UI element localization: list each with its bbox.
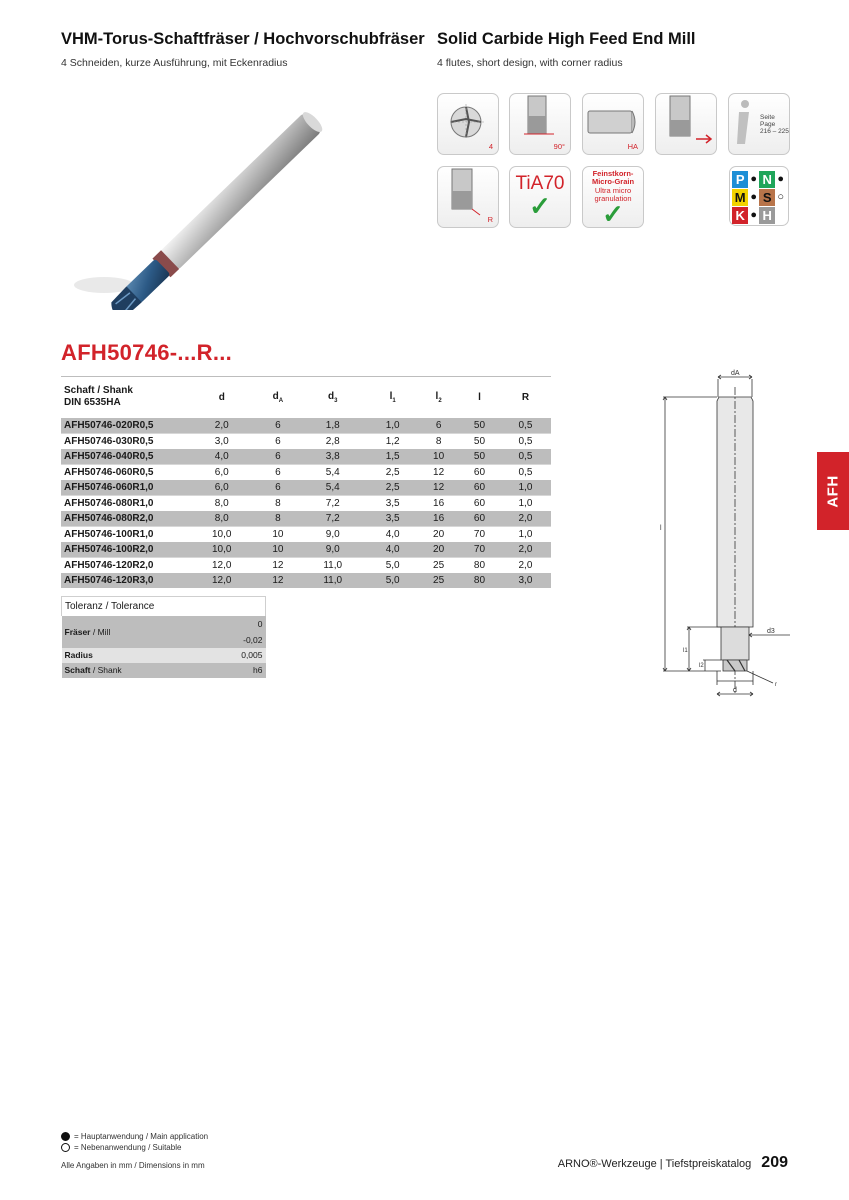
col-header: R bbox=[500, 377, 551, 418]
table-cell: 60 bbox=[459, 511, 500, 527]
table-cell: 11,0 bbox=[298, 573, 367, 588]
table-cell: 12 bbox=[418, 480, 459, 496]
info-tile bbox=[728, 93, 790, 155]
table-cell: 16 bbox=[418, 511, 459, 527]
page-subtitle-en: 4 flutes, short design, with corner radius bbox=[437, 57, 623, 69]
feed-direction-icon bbox=[656, 94, 717, 155]
open-circle-icon bbox=[61, 1143, 70, 1152]
page-title-de: VHM-Torus-Schaftfräser / Hochvorschubfräser bbox=[61, 30, 425, 48]
grain-tile bbox=[582, 166, 644, 228]
table-cell: 3,5 bbox=[367, 511, 418, 527]
table-cell: 12 bbox=[257, 573, 298, 588]
material-s-use: ○ bbox=[777, 191, 785, 203]
table-cell: 0,5 bbox=[500, 464, 551, 480]
shank-tol-label: Schaft bbox=[64, 665, 91, 675]
material-p-use: ● bbox=[750, 173, 758, 185]
material-p: P bbox=[732, 171, 748, 188]
table-row bbox=[61, 495, 551, 511]
col-header: $l_1$ bbox=[367, 377, 418, 418]
mill-label: Fräser bbox=[64, 626, 91, 637]
table-cell: 50 bbox=[459, 449, 500, 465]
col-header: $d_A$ bbox=[257, 377, 298, 418]
section-tab-label: AFH bbox=[824, 474, 842, 508]
table-cell: 4,0 bbox=[186, 449, 257, 465]
table-cell: 5,4 bbox=[298, 464, 367, 480]
page-title-en: Solid Carbide High Feed End Mill bbox=[437, 30, 696, 48]
material-n-use: ● bbox=[777, 173, 785, 185]
table-cell: 12 bbox=[418, 464, 459, 480]
table-cell: 70 bbox=[459, 542, 500, 558]
table-cell: 8 bbox=[257, 495, 298, 511]
article-code: AFH50746-060R0,5 bbox=[61, 464, 186, 480]
table-cell: 2,0 bbox=[500, 542, 551, 558]
table-cell: 25 bbox=[418, 557, 459, 573]
page-subtitle-de: 4 Schneiden, kurze Ausführung, mit Eckenradius bbox=[61, 57, 288, 69]
drawing-label-d3: d3 bbox=[767, 628, 775, 635]
table-cell: 2,0 bbox=[500, 557, 551, 573]
article-code: AFH50746-030R0,5 bbox=[61, 433, 186, 449]
table-cell: 6,0 bbox=[186, 480, 257, 496]
table-row bbox=[61, 573, 551, 588]
material-s: S bbox=[759, 189, 775, 206]
section-tab[interactable] bbox=[817, 452, 849, 530]
article-code: AFH50746-100R1,0 bbox=[61, 526, 186, 542]
table-cell: 16 bbox=[418, 495, 459, 511]
material-m-use: ● bbox=[750, 191, 758, 203]
table-cell: 3,0 bbox=[186, 433, 257, 449]
material-k: K bbox=[732, 207, 748, 224]
table-cell: 1,5 bbox=[367, 449, 418, 465]
drawing-label-l2: l2 bbox=[699, 663, 704, 669]
drawing-label-l1: l1 bbox=[683, 648, 688, 654]
table-header bbox=[61, 377, 551, 418]
table-cell: 10,0 bbox=[186, 526, 257, 542]
table-cell: 0,5 bbox=[500, 449, 551, 465]
drawing-label-da: dA bbox=[731, 370, 740, 377]
table-cell: 4,0 bbox=[367, 526, 418, 542]
col-header: $d_3$ bbox=[298, 377, 367, 418]
table-row bbox=[61, 449, 551, 465]
spec-table bbox=[61, 376, 551, 588]
table-cell: 8 bbox=[418, 433, 459, 449]
info-line-1: Seite Page bbox=[760, 114, 776, 128]
table-cell: 8,0 bbox=[186, 511, 257, 527]
feed-tile bbox=[655, 93, 717, 155]
table-cell: 2,0 bbox=[186, 418, 257, 434]
table-cell: 6 bbox=[418, 418, 459, 434]
catalog-name: ARNO®-Werkzeuge | Tiefstpreiskatalog bbox=[557, 1158, 752, 1170]
grain-label-de: Feinstkorn- Micro-Grain bbox=[591, 169, 635, 186]
shank-norm: DIN 6535HA bbox=[64, 397, 121, 409]
table-cell: 1,8 bbox=[298, 418, 367, 434]
article-code: AFH50746-120R3,0 bbox=[61, 573, 186, 588]
material-k-use: ● bbox=[750, 209, 758, 221]
table-cell: 1,0 bbox=[500, 526, 551, 542]
table-cell: 80 bbox=[459, 557, 500, 573]
table-cell: 6 bbox=[257, 418, 298, 434]
table-cell: 4,0 bbox=[367, 542, 418, 558]
col-header: d bbox=[186, 377, 257, 418]
shank-caption: HA bbox=[627, 142, 638, 151]
table-cell: 9,0 bbox=[298, 526, 367, 542]
table-cell: 7,2 bbox=[298, 495, 367, 511]
legend-main-text: = Hauptanwendung / Main application bbox=[74, 1132, 209, 1141]
table-cell: 5,4 bbox=[298, 480, 367, 496]
technical-drawing bbox=[655, 365, 800, 700]
table-cell: 60 bbox=[459, 495, 500, 511]
table-cell: 20 bbox=[418, 526, 459, 542]
table-cell: 8 bbox=[257, 511, 298, 527]
grain-label-en: Ultra micro granulation bbox=[594, 186, 632, 203]
dimensions-note: Alle Angaben in mm / Dimensions in mm bbox=[61, 1161, 205, 1170]
coating-label: TiA70 bbox=[515, 173, 565, 194]
table-cell: 3,8 bbox=[298, 449, 367, 465]
radius-caption: R bbox=[487, 215, 493, 224]
table-cell: 10,0 bbox=[186, 542, 257, 558]
table-cell: 12 bbox=[257, 557, 298, 573]
table-cell: 6 bbox=[257, 464, 298, 480]
drawing-label-l: l bbox=[660, 525, 662, 532]
tolerance-title: Toleranz / Tolerance bbox=[62, 597, 266, 616]
table-cell: 6 bbox=[257, 480, 298, 496]
table-cell: 1,0 bbox=[500, 480, 551, 496]
info-line-2: 216 – 225 bbox=[760, 128, 789, 135]
col-header: $l_2$ bbox=[418, 377, 459, 418]
table-cell: 10 bbox=[257, 526, 298, 542]
table-cell: 60 bbox=[459, 464, 500, 480]
table-cell: 8,0 bbox=[186, 495, 257, 511]
table-cell: 80 bbox=[459, 573, 500, 588]
filled-circle-icon bbox=[61, 1132, 70, 1141]
drawing-label-d: d bbox=[733, 687, 737, 694]
radius-tile bbox=[437, 166, 499, 228]
material-grid bbox=[729, 166, 789, 226]
material-h: H bbox=[759, 207, 775, 224]
end-mill-photo bbox=[52, 95, 392, 310]
table-cell: 10 bbox=[257, 542, 298, 558]
table-cell: 5,0 bbox=[367, 557, 418, 573]
table-row bbox=[61, 526, 551, 542]
table-cell: 3,0 bbox=[500, 573, 551, 588]
catalog-footer bbox=[558, 1154, 788, 1172]
table-cell: 25 bbox=[418, 573, 459, 588]
table-cell: 2,5 bbox=[367, 480, 418, 496]
material-m: M bbox=[732, 189, 748, 206]
product-heading: AFH50746-...R... bbox=[61, 340, 233, 365]
article-code: AFH50746-020R0,5 bbox=[61, 418, 186, 434]
tolerance-table: Toleranz / Tolerance Fräser / Mill 0 -0,02 Radius 0,005 Schaft / Shank h6 bbox=[61, 596, 266, 678]
table-row bbox=[61, 464, 551, 480]
mill-lower: -0,02 bbox=[204, 632, 266, 648]
table-row bbox=[61, 418, 551, 434]
table-cell: 1,0 bbox=[367, 418, 418, 434]
flutes-caption: 4 bbox=[488, 142, 493, 151]
table-cell: 12,0 bbox=[186, 557, 257, 573]
table-cell: 1,2 bbox=[367, 433, 418, 449]
table-cell: 2,0 bbox=[500, 511, 551, 527]
flutes-tile bbox=[437, 93, 499, 155]
table-cell: 70 bbox=[459, 526, 500, 542]
article-code: AFH50746-080R1,0 bbox=[61, 495, 186, 511]
table-cell: 10 bbox=[418, 449, 459, 465]
table-row bbox=[61, 511, 551, 527]
table-cell: 12,0 bbox=[186, 573, 257, 588]
check-icon: ✓ bbox=[602, 199, 624, 228]
table-cell: 0,5 bbox=[500, 433, 551, 449]
table-cell: 11,0 bbox=[298, 557, 367, 573]
table-row bbox=[61, 557, 551, 573]
page-number: 209 bbox=[761, 1154, 788, 1171]
angle-caption: 90° bbox=[553, 142, 565, 151]
table-cell: 20 bbox=[418, 542, 459, 558]
table-cell: 6 bbox=[257, 433, 298, 449]
article-code: AFH50746-080R2,0 bbox=[61, 511, 186, 527]
coating-tile bbox=[509, 166, 571, 228]
mill-upper: 0 bbox=[204, 616, 266, 632]
legend-main bbox=[61, 1132, 208, 1141]
table-row bbox=[61, 542, 551, 558]
table-cell: 50 bbox=[459, 418, 500, 434]
legend-suitable bbox=[61, 1143, 181, 1152]
shank-tol-value: h6 bbox=[204, 663, 266, 678]
table-cell: 0,5 bbox=[500, 418, 551, 434]
radius-label: Radius bbox=[64, 650, 93, 660]
table-cell: 9,0 bbox=[298, 542, 367, 558]
shank-label: Schaft / Shank bbox=[64, 385, 133, 397]
table-cell: 6 bbox=[257, 449, 298, 465]
table-cell: 2,8 bbox=[298, 433, 367, 449]
table-cell: 2,5 bbox=[367, 464, 418, 480]
material-n: N bbox=[759, 171, 775, 188]
table-cell: 3,5 bbox=[367, 495, 418, 511]
table-cell: 6,0 bbox=[186, 464, 257, 480]
table-cell: 1,0 bbox=[500, 495, 551, 511]
table-row bbox=[61, 480, 551, 496]
legend-suitable-text: = Nebenanwendung / Suitable bbox=[74, 1143, 182, 1152]
check-icon: ✓ bbox=[529, 191, 551, 221]
table-cell: 60 bbox=[459, 480, 500, 496]
article-code: AFH50746-120R2,0 bbox=[61, 557, 186, 573]
table-cell: 7,2 bbox=[298, 511, 367, 527]
table-row bbox=[61, 433, 551, 449]
table-cell: 5,0 bbox=[367, 573, 418, 588]
drawing-label-r: r bbox=[775, 682, 777, 688]
article-code: AFH50746-060R1,0 bbox=[61, 480, 186, 496]
col-header: l bbox=[459, 377, 500, 418]
table-cell: 50 bbox=[459, 433, 500, 449]
article-code: AFH50746-040R0,5 bbox=[61, 449, 186, 465]
angle-tile bbox=[509, 93, 571, 155]
article-code: AFH50746-100R2,0 bbox=[61, 542, 186, 558]
shank-tile bbox=[582, 93, 644, 155]
radius-value: 0,005 bbox=[204, 648, 266, 663]
